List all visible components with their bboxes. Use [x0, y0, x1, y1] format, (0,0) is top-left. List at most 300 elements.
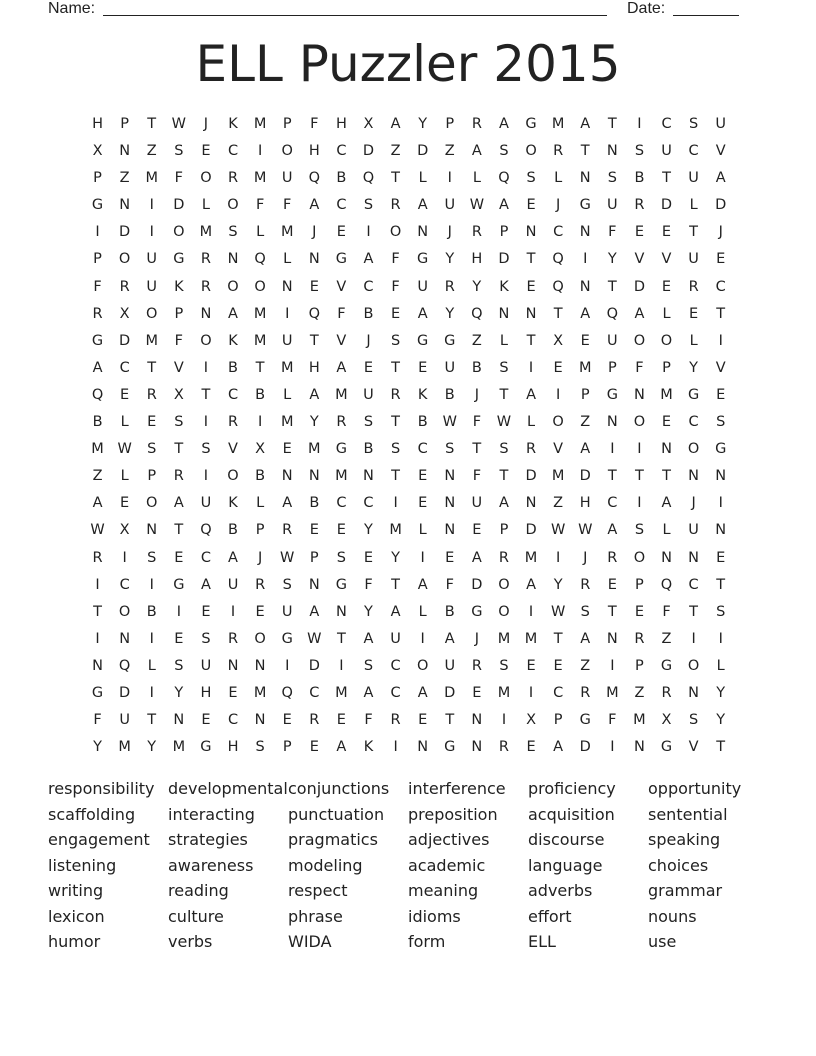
grid-letter: G	[335, 576, 348, 593]
grid-letter: O	[227, 197, 239, 214]
grid-letter: V	[715, 359, 726, 376]
grid-letter: S	[147, 441, 157, 458]
grid-letter: V	[553, 441, 564, 458]
grid-letter: A	[309, 603, 320, 620]
grid-letter: N	[119, 143, 131, 160]
grid-letter: K	[228, 332, 238, 349]
grid-letter: U	[363, 386, 374, 403]
grid-letter: F	[364, 712, 373, 729]
grid-letter: F	[391, 278, 400, 295]
grid-letter: E	[716, 251, 726, 268]
grid-letter: B	[417, 414, 428, 431]
grid-letter: I	[122, 549, 127, 566]
grid-letter: F	[608, 712, 617, 729]
grid-letter: A	[607, 522, 618, 539]
grid-letter: B	[363, 441, 374, 458]
grid-letter: U	[119, 712, 130, 729]
grid-letter: Q	[471, 305, 483, 322]
grid-letter: L	[418, 603, 427, 620]
grid-letter: E	[201, 603, 211, 620]
grid-letter: V	[661, 251, 672, 268]
grid-letter: A	[363, 630, 374, 647]
grid-letter: W	[442, 414, 457, 431]
grid-letter: M	[253, 170, 267, 187]
grid-letter: M	[335, 386, 348, 403]
grid-letter: T	[662, 468, 671, 485]
grid-letter: P	[174, 305, 184, 322]
grid-letter: A	[498, 495, 509, 512]
grid-letter: H	[471, 251, 483, 268]
grid-letter: C	[553, 224, 564, 241]
grid-letter: I	[149, 684, 154, 701]
grid-letter: R	[471, 224, 482, 241]
grid-letter: S	[634, 143, 645, 160]
grid-letter: S	[390, 332, 401, 349]
grid-letter: U	[688, 170, 699, 187]
grid-letter: S	[228, 224, 238, 241]
grid-letter: M	[633, 712, 646, 729]
grid-letter: Y	[364, 522, 373, 539]
grid-letter: U	[688, 522, 699, 539]
grid-letter: E	[147, 414, 157, 431]
grid-letter: W	[496, 414, 512, 431]
grid-letter: O	[118, 251, 131, 268]
grid-letter: X	[255, 441, 266, 458]
grid-letter: I	[501, 712, 507, 729]
grid-letter: N	[688, 549, 700, 566]
word-bank-item: adjectives	[408, 830, 490, 849]
grid-letter: R	[200, 278, 211, 295]
grid-letter: D	[362, 143, 375, 160]
grid-letter: L	[120, 468, 129, 485]
grid-letter: S	[174, 143, 184, 160]
grid-letter: J	[312, 224, 317, 241]
grid-letter: B	[634, 170, 645, 187]
grid-letter: I	[718, 630, 723, 647]
grid-letter: R	[92, 305, 103, 322]
grid-letter: J	[718, 224, 723, 241]
grid-letter: R	[634, 630, 645, 647]
grid-letter: F	[174, 170, 183, 187]
grid-letter: N	[525, 495, 537, 512]
grid-letter: O	[146, 305, 158, 322]
page-title: ELL Puzzler 2015	[195, 35, 621, 93]
grid-letter: L	[283, 386, 292, 403]
grid-letter: A	[471, 549, 482, 566]
grid-letter: I	[691, 630, 696, 647]
grid-letter: Z	[634, 684, 645, 701]
grid-letter: H	[308, 143, 320, 160]
grid-letter: R	[444, 278, 455, 295]
grid-letter: I	[203, 359, 209, 376]
grid-letter: F	[662, 603, 671, 620]
grid-letter: P	[607, 359, 617, 376]
grid-letter: I	[176, 603, 181, 620]
grid-letter: N	[606, 414, 618, 431]
grid-letter: E	[418, 468, 428, 485]
grid-letter: I	[718, 332, 723, 349]
grid-letter: J	[203, 116, 209, 132]
grid-row	[84, 463, 734, 490]
grid-letter: L	[147, 657, 156, 674]
grid-letter: E	[580, 332, 590, 349]
grid-letter: S	[580, 603, 590, 620]
grid-letter: E	[336, 522, 346, 539]
grid-row	[84, 138, 734, 165]
grid-letter: F	[472, 468, 482, 485]
grid-letter: A	[228, 305, 238, 322]
word-bank-item: respect	[288, 881, 348, 900]
word-bank-item: modeling	[288, 855, 363, 875]
grid-row	[84, 328, 734, 355]
date-field-line[interactable]	[673, 15, 739, 16]
grid-letter: U	[607, 332, 618, 349]
grid-letter: E	[716, 549, 726, 566]
grid-letter: L	[689, 332, 698, 349]
grid-letter: G	[91, 332, 104, 349]
word-bank-item: pragmatics	[288, 830, 378, 849]
grid-letter: C	[688, 414, 699, 431]
grid-letter: T	[391, 468, 400, 485]
grid-letter: I	[583, 251, 588, 268]
date-label: Date:	[627, 0, 666, 17]
grid-letter: S	[363, 414, 374, 431]
word-bank-item: meaning	[408, 881, 479, 900]
grid-letter: E	[689, 305, 699, 322]
grid-row	[84, 192, 734, 219]
grid-letter: G	[444, 739, 456, 756]
grid-letter: E	[309, 522, 319, 539]
word-bank-item: proficiency	[528, 779, 616, 798]
grid-letter: E	[472, 522, 482, 539]
grid-letter: T	[716, 739, 726, 756]
grid-letter: K	[417, 386, 428, 403]
grid-letter: C	[688, 143, 699, 160]
grid-letter: Y	[716, 684, 726, 701]
grid-letter: S	[282, 576, 292, 593]
grid-letter: L	[201, 197, 210, 214]
grid-letter: D	[417, 143, 429, 160]
grid-letter: C	[688, 576, 699, 593]
grid-letter: U	[227, 576, 239, 593]
grid-letter: S	[689, 116, 699, 132]
grid-letter: T	[445, 712, 455, 729]
grid-letter: G	[91, 684, 104, 701]
grid-letter: C	[119, 359, 130, 376]
grid-letter: I	[420, 549, 425, 566]
grid-letter: S	[689, 712, 699, 729]
grid-letter: C	[390, 657, 401, 674]
grid-letter: L	[120, 414, 129, 431]
grid-letter: O	[200, 332, 212, 349]
grid-letter: X	[119, 522, 130, 539]
word-bank-item: responsibility	[48, 779, 155, 798]
grid-letter: P	[93, 251, 102, 268]
grid-letter: D	[579, 739, 591, 756]
grid-letter: M	[253, 305, 267, 322]
grid-letter: X	[526, 712, 537, 729]
grid-letter: D	[173, 197, 185, 214]
grid-letter: Q	[660, 576, 673, 593]
grid-letter: S	[499, 143, 509, 160]
grid-row	[84, 490, 734, 517]
grid-letter: A	[553, 739, 564, 756]
grid-letter: D	[444, 684, 456, 701]
grid-letter: O	[254, 630, 266, 647]
grid-letter: A	[498, 116, 509, 132]
grid-letter: M	[335, 684, 348, 701]
grid-letter: R	[634, 197, 645, 214]
grid-row	[84, 436, 734, 463]
grid-letter: A	[580, 630, 591, 647]
grid-letter: U	[444, 197, 456, 214]
grid-letter: V	[336, 332, 347, 349]
grid-letter: R	[390, 386, 401, 403]
grid-letter: M	[551, 116, 565, 132]
grid-letter: A	[417, 684, 428, 701]
grid-letter: L	[527, 414, 536, 431]
grid-letter: H	[335, 116, 347, 132]
grid-letter: T	[607, 468, 617, 485]
grid-letter: F	[472, 414, 482, 431]
grid-letter: N	[471, 739, 483, 756]
grid-letter: T	[689, 224, 699, 241]
grid-letter: N	[444, 522, 456, 539]
word-bank-item: humor	[48, 932, 101, 951]
grid-letter: I	[393, 495, 398, 512]
grid-letter: N	[633, 386, 645, 403]
grid-letter: A	[390, 116, 401, 132]
grid-letter: Z	[580, 414, 591, 431]
grid-letter: E	[418, 359, 428, 376]
word-bank-item: grammar	[648, 881, 723, 900]
grid-letter: T	[391, 414, 400, 431]
name-label: Name:	[48, 0, 96, 17]
grid-letter: I	[257, 414, 263, 431]
grid-letter: Y	[174, 684, 184, 701]
grid-letter: E	[526, 657, 536, 674]
grid-letter: H	[227, 739, 239, 756]
grid-letter: T	[255, 359, 265, 376]
grid-letter: Q	[91, 386, 104, 403]
grid-letter: N	[417, 739, 429, 756]
grid-letter: I	[95, 576, 100, 593]
grid-letter: M	[199, 224, 213, 241]
grid-letter: A	[363, 251, 374, 268]
grid-letter: A	[92, 359, 103, 376]
grid-letter: M	[335, 468, 348, 485]
grid-letter: B	[444, 386, 455, 403]
grid-letter: R	[282, 522, 293, 539]
grid-letter: T	[174, 441, 184, 458]
grid-letter: S	[499, 359, 509, 376]
grid-letter: C	[336, 495, 347, 512]
grid-letter: O	[633, 332, 646, 349]
grid-letter: F	[283, 197, 292, 214]
grid-letter: O	[552, 414, 564, 431]
grid-letter: I	[610, 739, 615, 756]
word-bank-item: culture	[168, 906, 224, 926]
grid-letter: M	[172, 739, 186, 756]
grid-letter: Q	[498, 170, 510, 187]
word-bank-item: interacting	[168, 804, 255, 824]
word-bank-item: verbs	[168, 932, 213, 951]
word-bank-item: writing	[48, 881, 104, 900]
grid-letter: E	[309, 739, 319, 756]
grid-letter: I	[95, 224, 100, 241]
grid-letter: E	[607, 576, 617, 593]
grid-letter: G	[91, 197, 104, 214]
grid-row	[84, 355, 734, 382]
grid-letter: P	[282, 739, 292, 756]
grid-letter: T	[580, 143, 590, 160]
grid-letter: L	[662, 305, 671, 322]
grid-letter: F	[93, 712, 102, 729]
word-bank-item: choices	[648, 855, 709, 875]
grid-letter: Y	[93, 739, 102, 756]
grid-letter: N	[281, 468, 293, 485]
word-bank-item: listening	[48, 855, 117, 875]
grid-letter: M	[280, 224, 294, 241]
grid-letter: S	[445, 441, 455, 458]
grid-letter: V	[336, 278, 347, 295]
grid-letter: T	[309, 332, 319, 349]
grid-letter: S	[607, 170, 617, 187]
grid-letter: N	[417, 224, 429, 241]
grid-letter: G	[173, 251, 185, 268]
grid-letter: O	[200, 170, 212, 187]
grid-letter: E	[526, 739, 536, 756]
grid-letter: B	[92, 414, 103, 431]
grid-letter: T	[499, 386, 509, 403]
grid-letter: C	[363, 278, 374, 295]
grid-letter: P	[553, 712, 563, 729]
grid-letter: S	[255, 739, 265, 756]
grid-letter: Y	[445, 251, 455, 268]
grid-letter: R	[390, 197, 401, 214]
grid-letter: N	[525, 224, 537, 241]
grid-letter: O	[227, 468, 239, 485]
grid-letter: Y	[364, 603, 373, 620]
grid-row	[84, 219, 734, 246]
grid-letter: G	[660, 739, 673, 756]
grid-letter: R	[92, 549, 103, 566]
grid-letter: P	[255, 522, 265, 539]
grid-letter: G	[606, 386, 618, 403]
grid-letter: E	[363, 359, 374, 376]
grid-letter: N	[119, 197, 131, 214]
grid-letter: O	[416, 657, 429, 674]
grid-letter: A	[417, 197, 428, 214]
name-field-line[interactable]	[103, 15, 607, 16]
grid-letter: T	[499, 468, 509, 485]
grid-letter: I	[420, 630, 425, 647]
grid-letter: T	[391, 576, 400, 593]
grid-letter: A	[417, 576, 428, 593]
grid-letter: I	[149, 224, 154, 241]
grid-letter: R	[227, 630, 239, 647]
grid-letter: T	[607, 278, 617, 295]
grid-letter: E	[553, 359, 563, 376]
grid-letter: L	[256, 224, 265, 241]
grid-row	[84, 111, 734, 138]
grid-letter: N	[254, 657, 266, 674]
grid-letter: V	[173, 359, 184, 376]
grid-letter: M	[91, 441, 104, 458]
grid-letter: N	[363, 468, 374, 485]
grid-letter: B	[228, 359, 238, 376]
grid-letter: P	[662, 359, 671, 376]
grid-letter: N	[471, 712, 483, 729]
grid-letter: K	[228, 116, 238, 132]
grid-letter: T	[716, 576, 726, 593]
grid-letter: A	[417, 305, 428, 322]
grid-letter: H	[579, 495, 591, 512]
grid-letter: C	[227, 143, 239, 160]
grid-letter: N	[579, 278, 591, 295]
grid-letter: N	[173, 712, 185, 729]
grid-letter: R	[119, 278, 130, 295]
grid-letter: P	[309, 549, 319, 566]
grid-row	[84, 246, 734, 273]
grid-letter: H	[200, 684, 212, 701]
grid-letter: C	[715, 278, 726, 295]
grid-letter: N	[715, 522, 727, 539]
grid-letter: L	[689, 197, 698, 214]
grid-letter: I	[528, 603, 534, 620]
grid-letter: P	[635, 576, 644, 593]
grid-letter: G	[687, 386, 700, 403]
grid-letter: V	[688, 739, 699, 756]
grid-letter: D	[715, 197, 727, 214]
grid-letter: E	[526, 197, 536, 214]
grid-letter: I	[203, 414, 209, 431]
grid-letter: A	[336, 359, 347, 376]
grid-letter: G	[335, 441, 348, 458]
grid-letter: M	[389, 522, 402, 539]
grid-letter: U	[390, 630, 401, 647]
grid-letter: U	[417, 278, 428, 295]
grid-letter: H	[92, 116, 103, 132]
grid-letter: I	[556, 549, 561, 566]
word-bank-item: discourse	[528, 830, 605, 849]
grid-letter: O	[633, 549, 646, 566]
grid-letter: I	[637, 495, 642, 512]
grid-letter: R	[498, 739, 509, 756]
grid-letter: S	[716, 414, 726, 431]
grid-letter: Z	[390, 143, 401, 160]
grid-letter: A	[661, 495, 672, 512]
grid-letter: R	[580, 576, 591, 593]
grid-letter: J	[474, 630, 479, 647]
grid-letter: S	[716, 603, 726, 620]
grid-letter: N	[661, 441, 672, 458]
grid-letter: L	[418, 170, 427, 187]
grid-letter: N	[606, 630, 618, 647]
grid-row	[84, 653, 734, 680]
grid-letter: S	[201, 630, 211, 647]
grid-letter: R	[471, 657, 482, 674]
word-bank-item: interference	[408, 779, 506, 798]
grid-letter: K	[174, 278, 184, 295]
grid-letter: R	[309, 712, 320, 729]
grid-letter: Q	[308, 305, 320, 322]
grid-letter: P	[282, 116, 292, 132]
word-bank-item: language	[528, 855, 603, 875]
grid-letter: N	[146, 522, 158, 539]
grid-letter: N	[498, 305, 510, 322]
grid-letter: G	[417, 332, 429, 349]
